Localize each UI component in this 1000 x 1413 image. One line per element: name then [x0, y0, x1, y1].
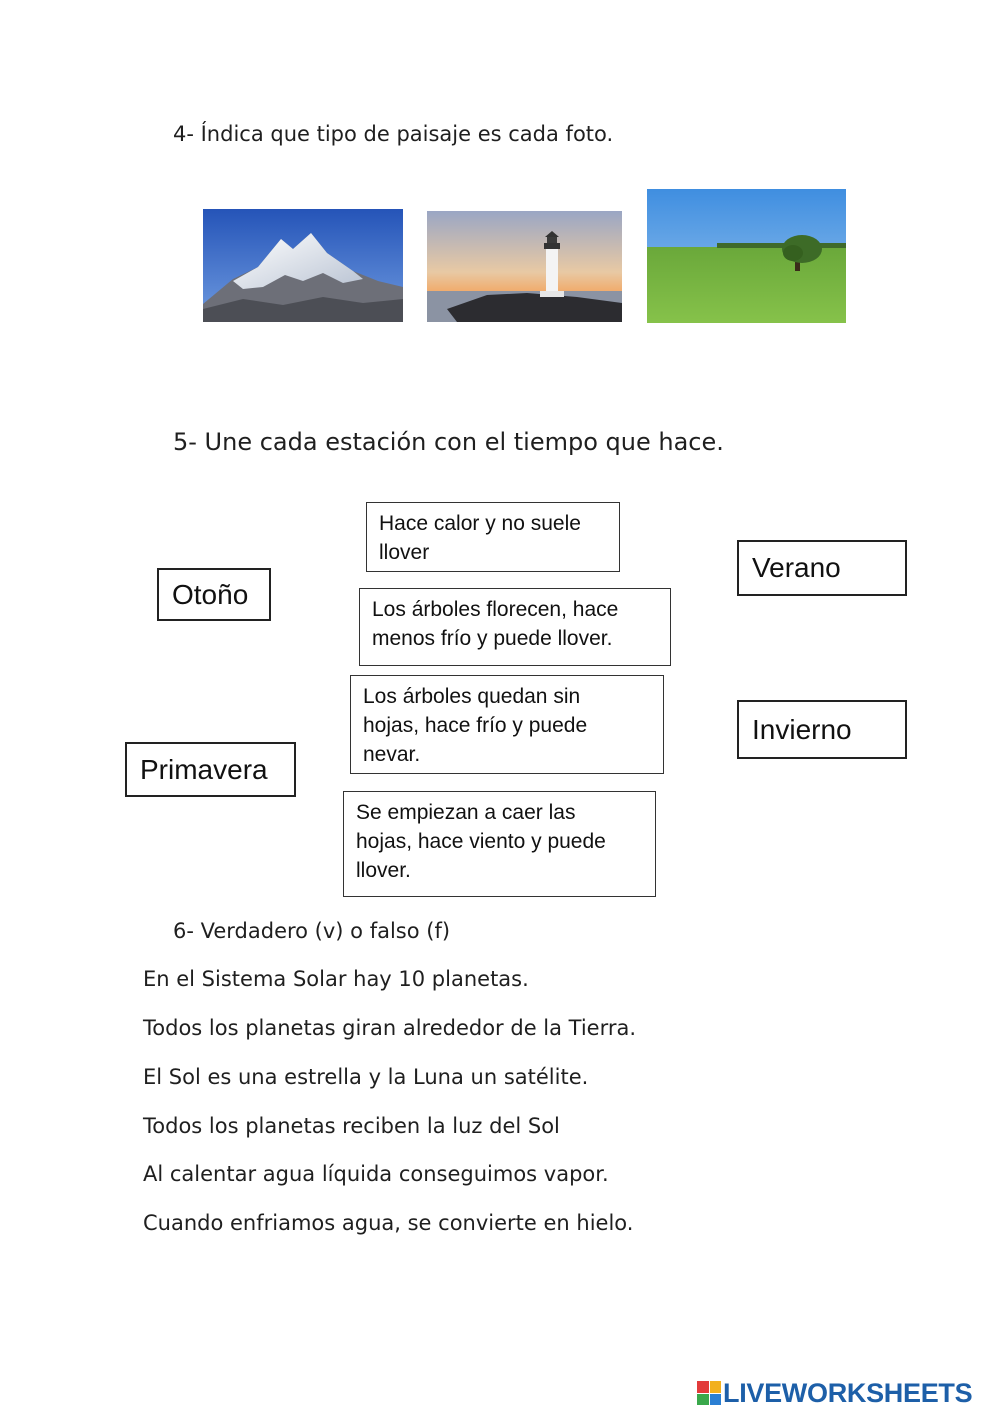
question-4-title: 4- Índica que tipo de paisaje es cada foto.: [173, 122, 614, 146]
season-box-primavera[interactable]: [125, 742, 296, 797]
season-label: Invierno: [752, 713, 852, 745]
weather-line: hojas, hace viento y puede: [356, 830, 606, 853]
true-false-statement: Al calentar agua líquida conseguimos vapor.: [143, 1162, 609, 1186]
weather-line: menos frío y puede llover.: [372, 627, 613, 650]
meadow-photo: [647, 189, 846, 323]
brand-name: LIVEWORKSHEETS: [723, 1377, 973, 1408]
weather-line: llover.: [356, 859, 411, 882]
weather-line: Se empiezan a caer las: [356, 801, 576, 824]
question-5-title: 5- Une cada estación con el tiempo que hace.: [173, 428, 724, 456]
true-false-statement: Cuando enfriamos agua, se convierte en hielo.: [143, 1211, 634, 1235]
true-false-statement: Todos los planetas giran alrededor de la Tierra.: [143, 1016, 637, 1040]
liveworksheets-logo-icon: [697, 1381, 721, 1405]
true-false-statement: En el Sistema Solar hay 10 planetas.: [143, 967, 529, 991]
season-label: Otoño: [172, 578, 249, 610]
logo-cell-icon: [697, 1394, 709, 1406]
logo-cell-icon: [710, 1381, 722, 1393]
logo-cell-icon: [697, 1381, 709, 1393]
true-false-statement: El Sol es una estrella y la Luna un satélite.: [143, 1065, 589, 1089]
weather-box-hot[interactable]: [366, 502, 620, 572]
question-6-title: 6- Verdadero (v) o falso (f): [173, 919, 451, 943]
season-label: Primavera: [140, 753, 268, 785]
weather-line: Los árboles florecen, hace: [372, 598, 619, 621]
season-box-otono[interactable]: [157, 568, 271, 621]
lighthouse-photo: [427, 211, 622, 322]
true-false-statement: Todos los planetas reciben la luz del Sol: [143, 1114, 560, 1138]
season-label: Verano: [752, 552, 841, 583]
weather-line: Hace calor y no suele: [379, 512, 581, 535]
weather-line: Los árboles quedan sin: [363, 685, 581, 708]
weather-box-cold[interactable]: [350, 675, 664, 774]
season-box-verano[interactable]: [737, 540, 907, 596]
weather-line: llover: [379, 541, 430, 564]
weather-line: hojas, hace frío y puede: [363, 714, 588, 737]
weather-box-falling-leaves[interactable]: [343, 791, 656, 897]
mountain-photo: [203, 209, 403, 322]
weather-line: nevar.: [363, 743, 421, 766]
logo-cell-icon: [710, 1394, 722, 1406]
liveworksheets-brand: [697, 1378, 972, 1408]
season-box-invierno[interactable]: [737, 700, 907, 759]
weather-box-blossom[interactable]: [359, 588, 671, 666]
